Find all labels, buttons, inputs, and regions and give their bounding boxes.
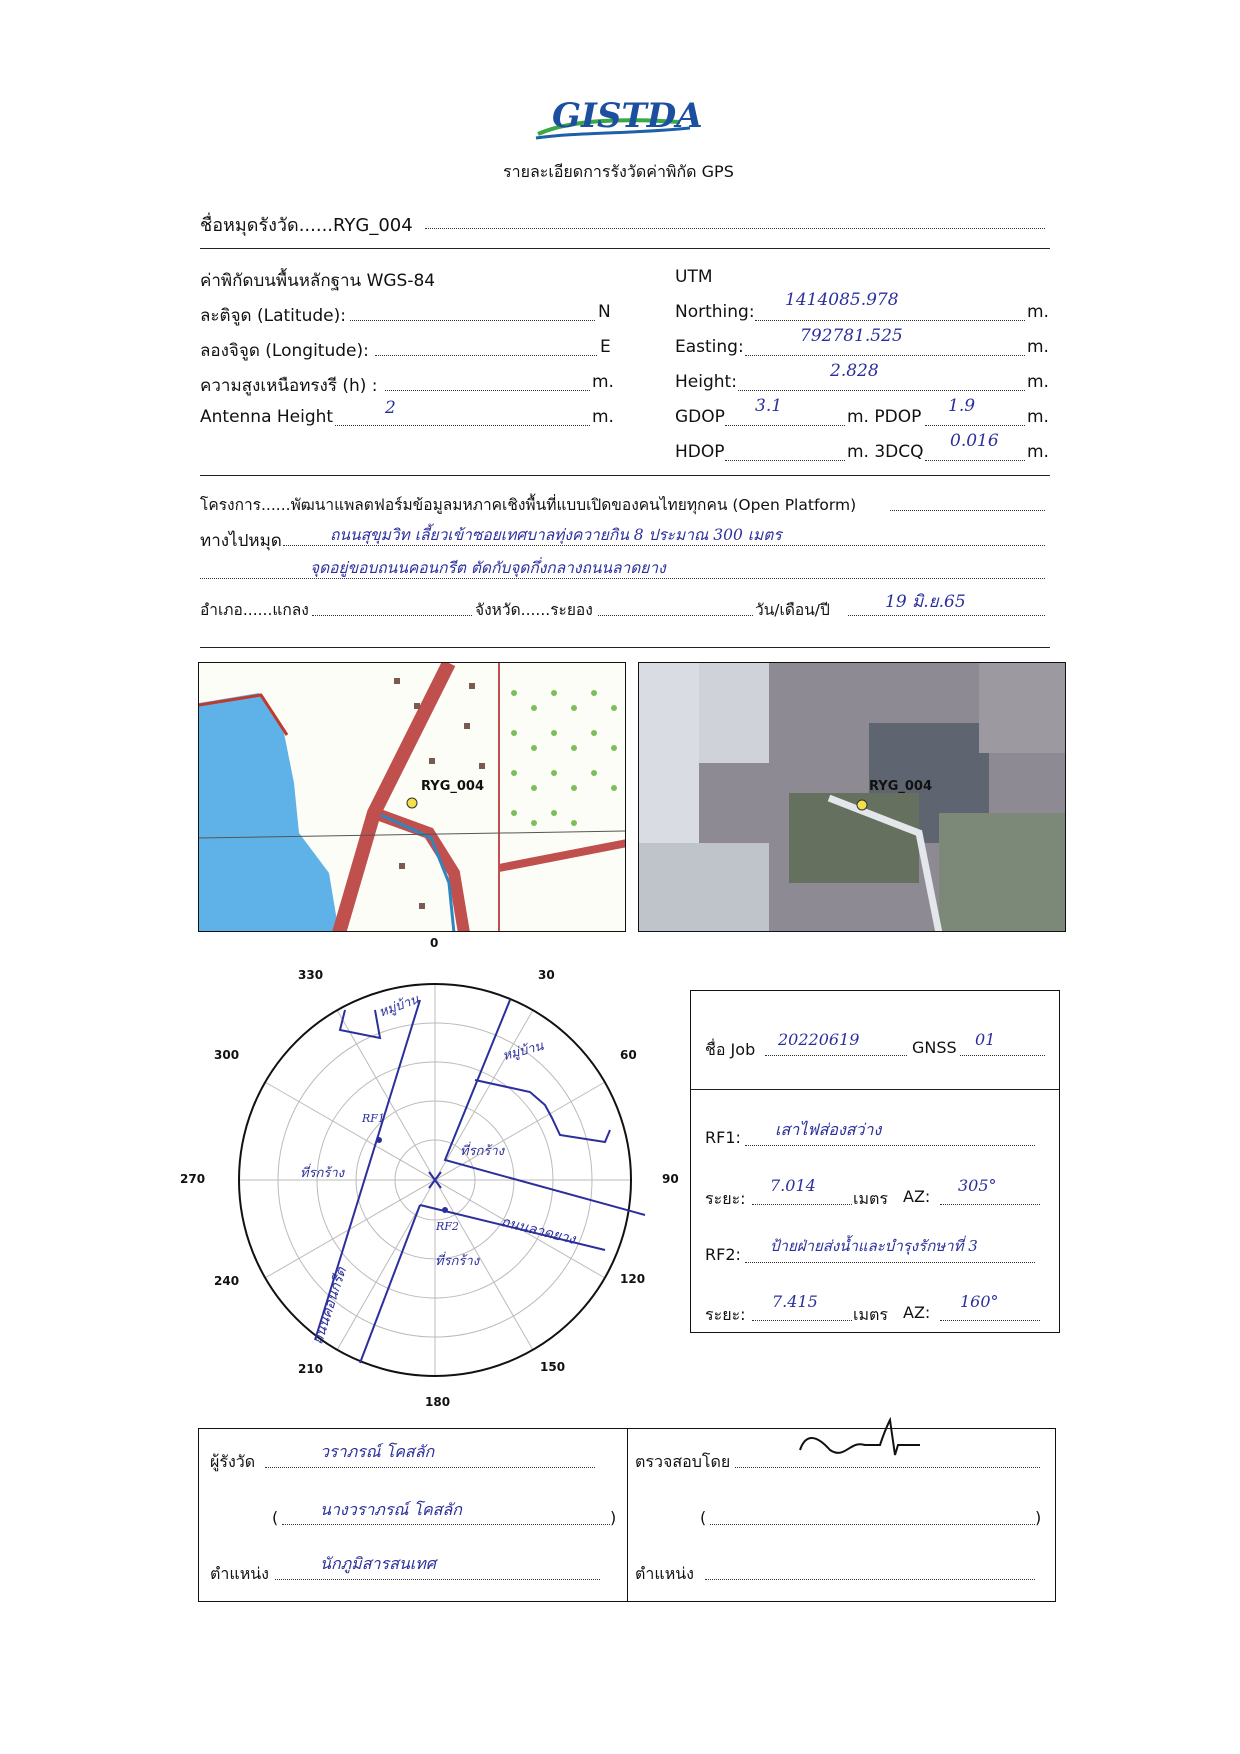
date-label: วัน/เดือน/ปี — [755, 601, 830, 619]
rf2-label: RF2: — [705, 1245, 741, 1264]
district-dots — [312, 615, 472, 616]
topo-map-graphic — [199, 663, 626, 932]
date-value: 19 มิ.ย.65 — [885, 592, 966, 612]
job-field — [765, 1055, 907, 1056]
station-dots — [425, 228, 1045, 229]
surveyor-position: นักภูมิสารสนเทศ — [320, 1554, 436, 1573]
utm-heading: UTM — [675, 267, 713, 287]
satellite-map-graphic — [639, 663, 1066, 932]
gdop-field — [725, 425, 845, 426]
topo-point-label: RYG_004 — [421, 779, 485, 794]
tick-240: 240 — [214, 1274, 240, 1288]
easting-value: 792781.525 — [800, 326, 903, 346]
province-dots — [598, 615, 753, 616]
3dcq-value: 0.016 — [950, 431, 999, 451]
antenna-height-value: 2 — [385, 398, 396, 418]
note-rf1: RF1 — [362, 1112, 385, 1125]
northing-value: 1414085.978 — [785, 290, 899, 310]
checker-name-open: ( — [700, 1508, 707, 1527]
rf1-dist-label: ระยะ: — [705, 1189, 746, 1208]
note-vacant-1: ที่รกร้าง — [300, 1166, 345, 1181]
surveyor-field — [265, 1467, 595, 1468]
northing-unit: m. — [1027, 302, 1049, 322]
rf2-meters-label: เมตร — [853, 1305, 888, 1324]
tick-60: 60 — [620, 1048, 637, 1062]
longitude-label: ลองจิจูด (Longitude): — [200, 341, 369, 361]
3dcq-unit: m. — [1027, 442, 1049, 462]
northing-field — [755, 320, 1025, 321]
rf2-dist-value: 7.415 — [772, 1292, 818, 1311]
route-label: ทางไปหมุด — [200, 531, 282, 551]
latitude-field — [350, 320, 595, 321]
gnss-label: GNSS — [912, 1038, 957, 1057]
rf2-az-field — [940, 1320, 1040, 1321]
satellite-point-label: RYG_004 — [869, 779, 933, 794]
tick-90: 90 — [662, 1172, 679, 1186]
surveyor-name-open: ( — [272, 1508, 279, 1527]
rf1-meters-label: เมตร — [853, 1189, 888, 1208]
project-dots — [890, 510, 1045, 511]
gnss-value: 01 — [975, 1030, 996, 1049]
note-village-1: หมู่บ้าน — [377, 992, 422, 1021]
tick-210: 210 — [298, 1362, 324, 1376]
antenna-height-label: Antenna Height — [200, 407, 334, 427]
pdop-value: 1.9 — [948, 396, 976, 416]
province-label: จังหวัด......ระยอง — [475, 601, 593, 619]
easting-label: Easting: — [675, 337, 744, 357]
surveyor-name-close: ) — [610, 1508, 617, 1527]
northing-label: Northing: — [675, 302, 755, 322]
rf2-az-label: AZ: — [903, 1303, 931, 1322]
job-value: 20220619 — [778, 1030, 860, 1049]
tick-270: 270 — [180, 1172, 206, 1186]
signature-divider — [627, 1429, 628, 1601]
divider-3 — [200, 647, 1050, 648]
tick-330: 330 — [298, 968, 324, 982]
wgs84-heading: ค่าพิกัดบนพื้นหลักฐาน WGS-84 — [200, 271, 436, 291]
project-label: โครงการ......พัฒนาแพลตฟอร์มข้อมูลมหภาคเชิงพื้นที่แบบเปิดของคนไทยทุกคน (Open Platform) — [200, 496, 857, 514]
note-rf2: RF2 — [436, 1220, 459, 1233]
longitude-field — [375, 355, 597, 356]
latitude-unit: N — [598, 302, 611, 322]
surveyor-name: นางวราภรณ์ โคสลัก — [320, 1500, 462, 1519]
ellipsoid-height-unit: m. — [592, 372, 614, 392]
note-village-2: หมู่บ้าน — [501, 1038, 546, 1065]
district-label: อำเภอ......แกลง — [200, 601, 309, 619]
utm-height-value: 2.828 — [830, 361, 879, 381]
rf1-az-field — [940, 1204, 1040, 1205]
gdop-label: GDOP — [675, 407, 725, 427]
pdop-field — [925, 425, 1025, 426]
tick-180: 180 — [425, 1395, 451, 1409]
ellipsoid-height-label: ความสูงเหนือทรงรี (h) : — [200, 376, 378, 396]
rf2-value: ป้ายฝ่ายส่งน้ำและบำรุงรักษาที่ 3 — [770, 1237, 978, 1255]
rf2-az-value: 160° — [960, 1292, 999, 1311]
pdop-unit: m. — [1027, 407, 1049, 427]
ellipsoid-height-field — [385, 390, 590, 391]
checker-position-label: ตำแหน่ง — [635, 1564, 694, 1583]
antenna-height-unit: m. — [592, 407, 614, 427]
tick-0: 0 — [430, 936, 439, 950]
rf1-dist-value: 7.014 — [770, 1176, 816, 1195]
pdop-label: m. PDOP — [847, 407, 922, 427]
antenna-height-field — [335, 425, 590, 426]
rf1-az-value: 305° — [958, 1176, 997, 1195]
surveyor-label: ผู้รังวัด — [210, 1452, 256, 1471]
gdop-value: 3.1 — [755, 396, 783, 416]
surveyor-position-field — [275, 1579, 600, 1580]
skyplot — [180, 936, 680, 1430]
satellite-map — [638, 662, 1066, 932]
utm-height-unit: m. — [1027, 372, 1049, 392]
checker-label: ตรวจสอบโดย — [635, 1452, 731, 1471]
utm-height-field — [738, 390, 1025, 391]
gnss-field — [960, 1055, 1045, 1056]
rf1-value: เสาไฟส่องสว่าง — [775, 1120, 882, 1139]
tick-30: 30 — [538, 968, 555, 982]
divider-1 — [200, 248, 1050, 249]
utm-height-label: Height: — [675, 372, 737, 392]
job-box-divider — [691, 1089, 1059, 1090]
note-vacant-2: ที่รกร้าง — [460, 1144, 505, 1159]
rf1-field — [745, 1145, 1035, 1146]
hdop-field — [725, 460, 845, 461]
checker-name-field — [710, 1524, 1035, 1525]
rf1-dist-field — [752, 1204, 852, 1205]
hdop-label: HDOP — [675, 442, 725, 462]
checker-signature-icon — [790, 1415, 930, 1465]
date-field — [848, 615, 1045, 616]
surveyor-signature: วราภรณ์ โคสลัก — [320, 1442, 435, 1461]
job-label: ชื่อ Job — [705, 1040, 756, 1059]
rf2-dist-field — [752, 1320, 852, 1321]
note-asphalt-road: ถนนลาดยาง — [499, 1214, 577, 1248]
surveyor-name-field — [282, 1524, 610, 1525]
checker-position-field — [705, 1579, 1035, 1580]
note-concrete-road: ถนนคอนกรีต — [310, 1265, 351, 1347]
logo-text: GISTDA — [552, 96, 703, 136]
checker-field — [735, 1467, 1040, 1468]
3dcq-label: m. 3DCQ — [847, 442, 924, 462]
note-vacant-3: ที่รกร้าง — [435, 1254, 480, 1269]
rf2-dist-label: ระยะ: — [705, 1305, 746, 1324]
easting-field — [745, 355, 1025, 356]
route-line-2: จุดอยู่ขอบถนนคอนกรีต ตัดกับจุดกึ่งกลางถนนลาดยาง — [310, 559, 666, 577]
3dcq-field — [925, 460, 1025, 461]
route-line-1: ถนนสุขุมวิท เลี้ยวเข้าซอยเทศบาลทุ่งควายกิน 8 ประมาณ 300 เมตร — [330, 526, 782, 544]
rf1-az-label: AZ: — [903, 1187, 931, 1206]
gistda-logo — [530, 92, 710, 152]
skyplot-graphic — [180, 940, 680, 1430]
divider-2 — [200, 475, 1050, 476]
easting-unit: m. — [1027, 337, 1049, 357]
longitude-unit: E — [600, 337, 611, 357]
tick-120: 120 — [620, 1272, 646, 1286]
surveyor-position-label: ตำแหน่ง — [210, 1564, 269, 1583]
page-subtitle: รายละเอียดการรังวัดค่าพิกัด GPS — [503, 162, 734, 181]
rf2-field — [745, 1262, 1035, 1263]
topo-map — [198, 662, 626, 932]
latitude-label: ละติจูด (Latitude): — [200, 306, 346, 326]
tick-300: 300 — [214, 1048, 240, 1062]
checker-name-close: ) — [1035, 1508, 1042, 1527]
station-name: ชื่อหมุดรังวัด......RYG_004 — [200, 215, 413, 236]
tick-150: 150 — [540, 1360, 566, 1374]
rf1-label: RF1: — [705, 1128, 741, 1147]
